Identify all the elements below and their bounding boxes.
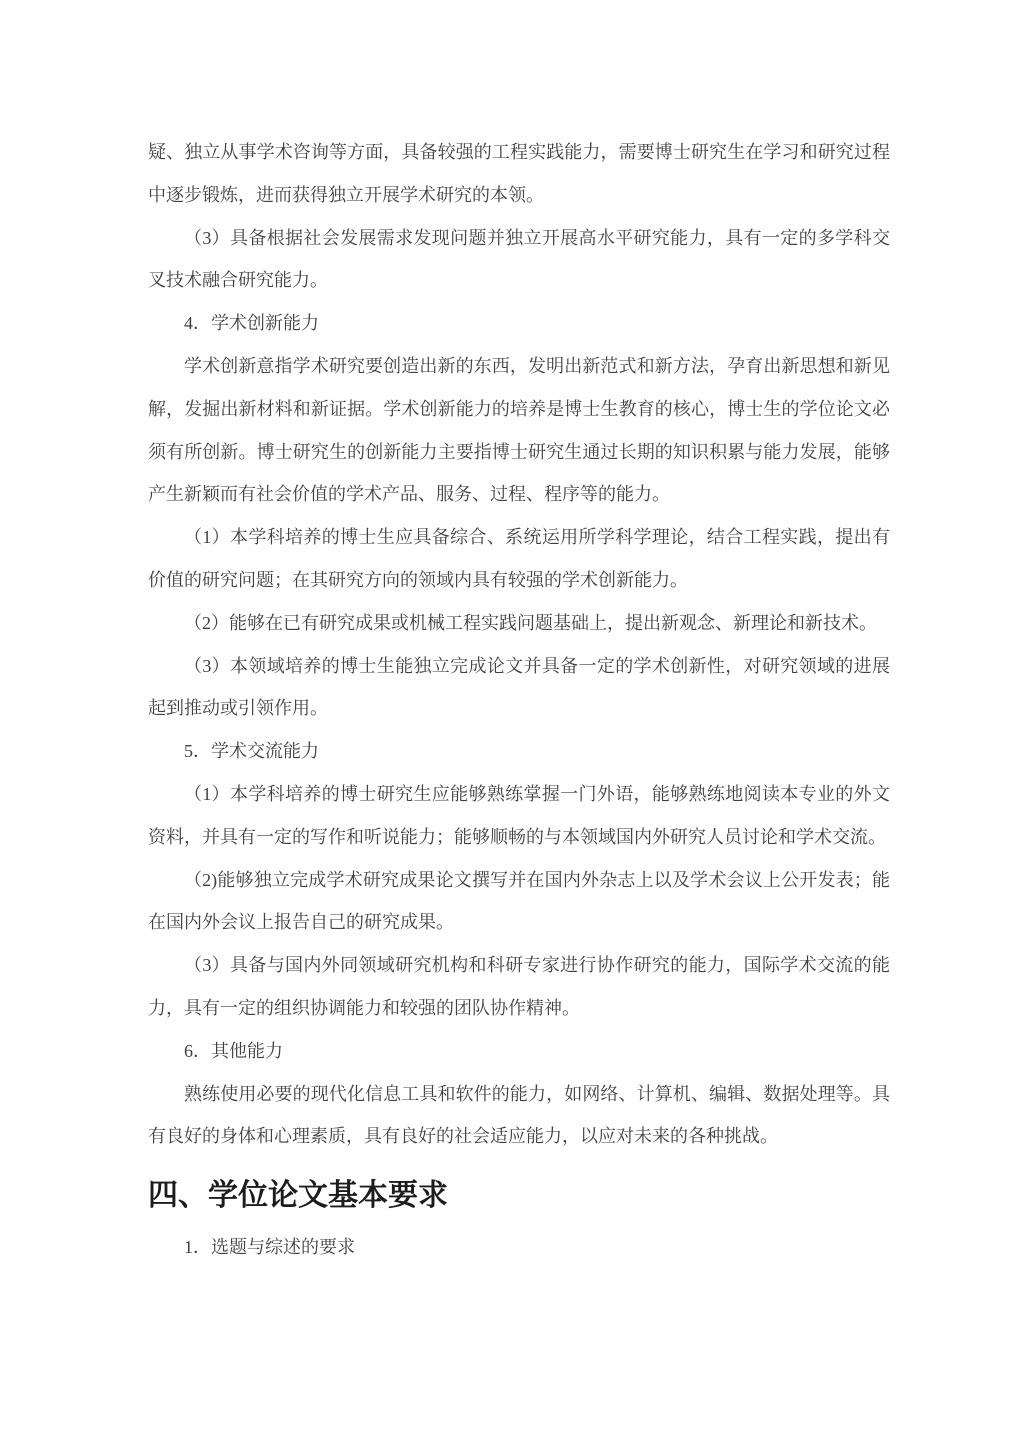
- item-2-innovation: （2）能够在已有研究成果或机械工程实践问题基础上，提出新观念、新理论和新技术。: [184, 612, 877, 633]
- item-1-exchange: （1）本学科培养的博士研究生应能够熟练掌握一门外语，能够熟练地阅读本专业的外文资料，并具有一定的写作和听说能力；能够顺畅的与本领域国内外研究人员讨论和学术交流。: [148, 783, 890, 847]
- subsection-heading-6-other-abilities: 6．其他能力: [184, 1040, 283, 1061]
- paragraph-academic-innovation-intro: 学术创新意指学术研究要创造出新的东西，发明出新范式和新方法，孕育出新思想和新见解，发掘出新材料和新证据。学术创新能力的培养是博士生教育的核心，博士生的学位论文必须有所创新。博士研究生的创新能力主要指博士研究生通过长期的知识积累与能力发展，能够产生新颖而有社会价值的学术产品、服务、过程、程序等的能力。: [148, 355, 890, 505]
- item-2-exchange: （2)能够独立完成学术研究成果论文撰写并在国内外杂志上以及学术会议上公开发表；能在国内外会议上报告自己的研究成果。: [148, 869, 890, 933]
- section-heading-dissertation-requirements: 四、学位论文基本要求: [148, 1179, 448, 1213]
- item-3-exchange: （3）具备与国内外同领域研究机构和科研专家进行协作研究的能力，国际学术交流的能力，具有一定的组织协调能力和较强的团队协作精神。: [148, 955, 890, 1018]
- paragraph-engineering-practice-continued: 疑、独立从事学术咨询等方面，具备较强的工程实践能力，需要博士研究生在学习和研究过程中逐步锻炼，进而获得独立开展学术研究的本领。: [148, 142, 890, 205]
- subsection-heading-5-academic-exchange: 5．学术交流能力: [184, 741, 319, 762]
- item-3-multidisciplinary-ability: （3）具备根据社会发展需求发现问题并独立开展高水平研究能力，具有一定的多学科交叉技术融合研究能力。: [148, 227, 890, 291]
- subsection-heading-4-academic-innovation: 4．学术创新能力: [184, 313, 319, 334]
- item-3-innovation: （3）本领域培养的博士生能独立完成论文并具备一定的学术创新性，对研究领域的进展起到推动或引领作用。: [148, 655, 890, 719]
- item-1-innovation: （1）本学科培养的博士生应具备综合、系统运用所学科学理论，结合工程实践，提出有价值的研究问题；在其研究方向的领域内具有较强的学术创新能力。: [148, 527, 890, 590]
- subsection-heading-1-topic-and-review: 1．选题与综述的要求: [184, 1237, 355, 1258]
- paragraph-other-abilities: 熟练使用必要的现代化信息工具和软件的能力，如网络、计算机、编辑、数据处理等。具有良好的身体和心理素质，具有良好的社会适应能力，以应对未来的各种挑战。: [148, 1083, 890, 1147]
